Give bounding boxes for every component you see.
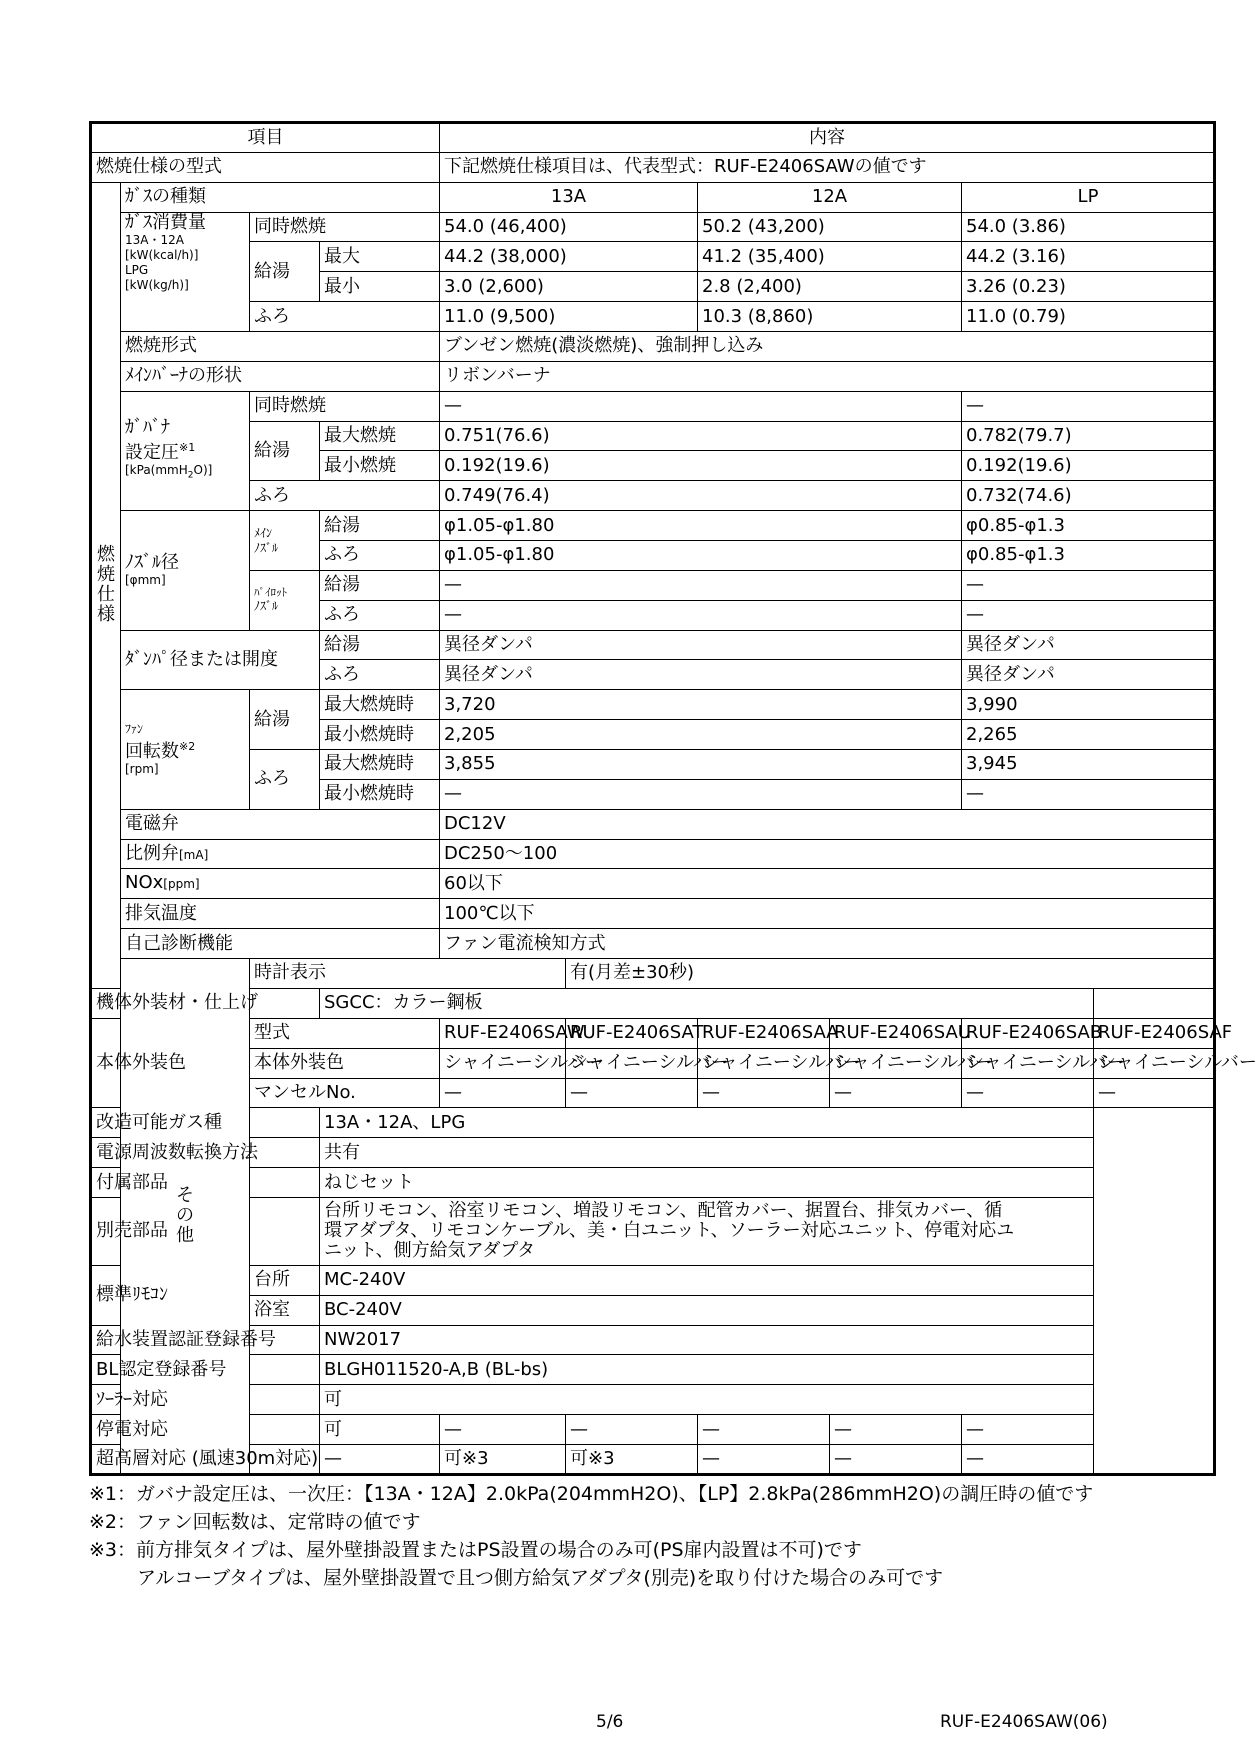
exhaust-temp-label: 排気温度 [121, 899, 440, 929]
water-cert-value: NW2017 [320, 1325, 1094, 1355]
damper-hot-row [91, 630, 1215, 660]
page-number: 5/6 [596, 1712, 624, 1732]
gov-min-lp: 0.192(19.6) [962, 451, 1215, 481]
bl-cert-label: BL認定登録番号 [91, 1355, 320, 1385]
color-munsell-row [91, 1078, 1215, 1108]
casing-row [91, 988, 1215, 1018]
casing-label: 機体外装材・仕上げ [91, 988, 320, 1018]
gc-min-13a: 3.0 (2,600) [440, 272, 698, 302]
nozzle-main-hot-label: 給湯 [320, 511, 440, 541]
footnote-1: ※1：ガバナ設定圧は、一次圧：【13A・12A】2.0kPa(204mmH2O)、【LP】2.8kPa(286mmH2O)の調圧時の値です [89, 1483, 1094, 1505]
remote-bath-value: BC-240V [320, 1295, 1094, 1325]
remote-label: 標準ﾘﾓｺﾝ [91, 1265, 250, 1325]
bl-cert-row [91, 1355, 1215, 1385]
damper-bath-13a: 異径ダンパ [440, 660, 962, 690]
gc-max-12a: 41.2 (35,400) [698, 242, 962, 272]
freq-switch-row [91, 1138, 1215, 1168]
fan-hot-min-label: 最小燃焼時 [320, 720, 440, 750]
blackout-cell: — [698, 1415, 830, 1445]
casing-value: SGCC：カラー鋼板 [320, 988, 1094, 1018]
blackout-cell: 可 [320, 1415, 440, 1445]
fan-hot-label: 給湯 [250, 690, 320, 750]
nox-label: NOx[ppm] [121, 869, 440, 899]
nozzle-pilot-hot-label: 給湯 [320, 570, 440, 600]
convertible-gas-label: 改造可能ガス種 [91, 1108, 320, 1138]
nozzle-main-bath-label: ふろ [320, 541, 440, 571]
color-munsell-cell: — [830, 1078, 962, 1108]
nozzle-main-bath-13a: φ1.05-φ1.80 [440, 541, 962, 571]
sold-separately-value: 台所リモコン、浴室リモコン、増設リモコン、配管カバー、据置台、排気カバー、循 環アダプタ、リモコンケーブル、美・白ユニット、ソーラー対応ユニット、停電対応ユ ニット、側方給気アダプタ [320, 1197, 1094, 1265]
fan-bath-min-lp: — [962, 779, 1215, 809]
governor-label: ｶﾞﾊﾞﾅ 設定圧$^{※1}$ [kPa(mmH$_2$O)] [121, 391, 250, 510]
gc-simul-13a: 54.0 (46,400) [440, 212, 698, 242]
gc-max-lp: 44.2 (3.16) [962, 242, 1215, 272]
gc-bath-lp: 11.0 (0.79) [962, 302, 1215, 332]
combustion-type-label: 燃焼形式 [121, 332, 440, 362]
color-color-cell: シャイニーシルバー [698, 1048, 830, 1078]
gov-bath-lp: 0.732(74.6) [962, 481, 1215, 511]
convertible-gas-row [91, 1108, 1215, 1138]
blackout-cell: — [566, 1415, 698, 1445]
footnote-2: ※2：ファン回転数は、定常時の値です [89, 1511, 421, 1533]
accessories-row [91, 1168, 1215, 1198]
color-model-cell: RUF-E2406SAU [830, 1018, 962, 1048]
nozzle-pilot-bath-label: ふろ [320, 600, 440, 630]
nozzle-pilot-hot-13a: — [440, 570, 962, 600]
nozzle-pilot-bath-13a: — [440, 600, 962, 630]
prop-valve-value: DC250～100 [440, 839, 1215, 869]
gas-consumption-simul-row [91, 212, 1215, 242]
gc-hot-label: 給湯 [250, 242, 320, 302]
gov-bath-13a: 0.749(76.4) [440, 481, 962, 511]
nozzle-pilot-bath-lp: — [962, 600, 1215, 630]
other-section-label: そ の 他 [121, 959, 250, 1475]
gas-12a-header: 12A [698, 182, 962, 212]
clock-row [91, 959, 1215, 989]
highrise-cell: — [962, 1445, 1094, 1475]
governor-max-row [91, 421, 1215, 451]
highrise-cell: — [320, 1445, 440, 1475]
color-munsell-cell: — [1094, 1078, 1215, 1108]
fan-hot-min-13a: 2,205 [440, 720, 962, 750]
gc-min-12a: 2.8 (2,400) [698, 272, 962, 302]
water-cert-label: 給水装置認証登録番号 [91, 1325, 320, 1355]
color-munsell-cell: — [440, 1078, 566, 1108]
fan-bath-max-13a: 3,855 [440, 750, 962, 780]
nozzle-main-hot-13a: φ1.05-φ1.80 [440, 511, 962, 541]
gc-simul-lp: 54.0 (3.86) [962, 212, 1215, 242]
fan-hot-max-row [91, 690, 1215, 720]
accessories-value: ねじセット [320, 1168, 1094, 1198]
model-row [91, 152, 1215, 182]
gc-max-13a: 44.2 (38,000) [440, 242, 698, 272]
solar-value: 可 [320, 1385, 1094, 1415]
exhaust-temp-row [91, 899, 1215, 929]
damper-hot-13a: 異径ダンパ [440, 630, 962, 660]
combustion-type-value: ブンゼン燃焼(濃淡燃焼)、強制押し込み [440, 332, 1215, 362]
solar-row [91, 1385, 1215, 1415]
blackout-cell: — [440, 1415, 566, 1445]
spec-table [89, 121, 1257, 1476]
exhaust-temp-value: 100℃以下 [440, 899, 1215, 929]
accessories-label: 付属部品 [91, 1168, 320, 1198]
color-munsell-cell: — [566, 1078, 698, 1108]
gc-min-lp: 3.26 (0.23) [962, 272, 1215, 302]
color-munsell-cell: — [698, 1078, 830, 1108]
gov-max-label: 最大燃焼 [320, 421, 440, 451]
color-color-row [91, 1048, 1215, 1078]
gas-consumption-max-row [91, 242, 1215, 272]
remote-kitchen-value: MC-240V [320, 1265, 1094, 1295]
blackout-row [91, 1415, 1215, 1445]
color-model-cell: RUF-E2406SAF [1094, 1018, 1215, 1048]
color-model-row [91, 1018, 1215, 1048]
solenoid-row [91, 809, 1215, 839]
gov-simul-13a: — [440, 391, 962, 421]
color-model-cell: RUF-E2406SAT [566, 1018, 698, 1048]
blackout-cell: — [830, 1415, 962, 1445]
color-model-cell: RUF-E2406SAB [962, 1018, 1094, 1048]
damper-label: ﾀﾞﾝﾊﾟ径または開度 [121, 630, 320, 690]
nozzle-main-hot-lp: φ0.85-φ1.3 [962, 511, 1215, 541]
gc-simul-12a: 50.2 (43,200) [698, 212, 962, 242]
gov-min-label: 最小燃焼 [320, 451, 440, 481]
gc-min-label: 最小 [320, 272, 440, 302]
highrise-cell: 可※3 [566, 1445, 698, 1475]
fan-hot-max-13a: 3,720 [440, 690, 962, 720]
highrise-row [91, 1445, 1215, 1475]
color-color-cell: シャイニーシルバー [1094, 1048, 1215, 1078]
color-model-cell: RUF-E2406SAW [440, 1018, 566, 1048]
gas-type-row [91, 182, 1215, 212]
damper-bath-lp: 異径ダンパ [962, 660, 1215, 690]
color-munsell-label: マンセルNo. [250, 1078, 440, 1108]
fan-bath-max-row [91, 750, 1215, 780]
fan-bath-min-label: 最小燃焼時 [320, 779, 440, 809]
color-color-cell: シャイニーシルバー [830, 1048, 962, 1078]
gov-hot-label: 給湯 [250, 421, 320, 481]
gas-consumption-label: ｶﾞｽ消費量 13A・12A [kW(kcal/h)] LPG [kW(kg/h)] [121, 212, 250, 331]
color-model-cell: RUF-E2406SAA [698, 1018, 830, 1048]
color-model-label: 型式 [250, 1018, 440, 1048]
footnote-3-cont: アルコーブタイプは、屋外壁掛設置で且つ側方給気アダプタ(別売)を取り付けた場合のみ可です [137, 1567, 944, 1589]
color-color-cell: シャイニーシルバー [566, 1048, 698, 1078]
highrise-cell: — [830, 1445, 962, 1475]
prop-valve-row [91, 839, 1215, 869]
self-diag-row [91, 929, 1215, 959]
fan-hot-max-label: 最大燃焼時 [320, 690, 440, 720]
gc-max-label: 最大 [320, 242, 440, 272]
nozzle-pilot-label: ﾊﾟｲﾛｯﾄ ﾉｽﾞﾙ [250, 570, 320, 630]
clock-value: 有(月差±30秒) [566, 959, 1215, 989]
nozzle-pilot-hot-row [91, 570, 1215, 600]
gov-max-13a: 0.751(76.6) [440, 421, 962, 451]
damper-hot-label: 給湯 [320, 630, 440, 660]
blackout-cell: — [962, 1415, 1094, 1445]
blackout-label: 停電対応 [91, 1415, 320, 1445]
fan-bath-max-label: 最大燃焼時 [320, 750, 440, 780]
nozzle-pilot-hot-lp: — [962, 570, 1215, 600]
footnote-3: ※3：前方排気タイプは、屋外壁掛設置またはPS設置の場合のみ可(PS扉内設置は不可)です [89, 1539, 862, 1561]
color-label: 本体外装色 [91, 1018, 121, 1108]
burner-shape-value: リボンバーナ [440, 361, 1215, 391]
footnotes [89, 1480, 1093, 1592]
header-row [91, 123, 1215, 153]
damper-bath-label: ふろ [320, 660, 440, 690]
sold-separately-row [91, 1197, 1215, 1265]
combustion-type-row [91, 332, 1215, 362]
fan-label: ﾌｧﾝ 回転数$^{※2}$ [rpm] [121, 690, 250, 809]
nox-row [91, 869, 1215, 899]
remote-bath-label: 浴室 [250, 1295, 320, 1325]
color-color-cell: シャイニーシルバー [440, 1048, 566, 1078]
gc-bath-13a: 11.0 (9,500) [440, 302, 698, 332]
solenoid-label: 電磁弁 [121, 809, 440, 839]
burner-shape-row [91, 361, 1215, 391]
gas-consumption-bath-row [91, 302, 1215, 332]
solar-label: ｿｰﾗｰ対応 [91, 1385, 320, 1415]
self-diag-value: ファン電流検知方式 [440, 929, 1215, 959]
gov-simul-label: 同時燃焼 [250, 391, 440, 421]
prop-valve-label: 比例弁[mA] [121, 839, 440, 869]
model-value: 下記燃焼仕様項目は、代表型式：RUF-E2406SAWの値です [440, 152, 1215, 182]
color-color-label: 本体外装色 [250, 1048, 440, 1078]
gov-min-13a: 0.192(19.6) [440, 451, 962, 481]
nozzle-main-label: ﾒｲﾝ ﾉｽﾞﾙ [250, 511, 320, 571]
gov-max-lp: 0.782(79.7) [962, 421, 1215, 451]
convertible-gas-value: 13A・12A、LPG [320, 1108, 1094, 1138]
water-cert-row [91, 1325, 1215, 1355]
gas-type-label: ｶﾞｽの種類 [121, 182, 440, 212]
remote-kitchen-row [91, 1265, 1215, 1295]
freq-switch-label: 電源周波数転換方法 [91, 1138, 320, 1168]
header-content: 内容 [440, 123, 1215, 153]
freq-switch-value: 共有 [320, 1138, 1094, 1168]
damper-hot-lp: 異径ダンパ [962, 630, 1215, 660]
highrise-label: 超高層対応 (風速30m対応) [91, 1445, 320, 1475]
highrise-cell: — [698, 1445, 830, 1475]
gc-bath-12a: 10.3 (8,860) [698, 302, 962, 332]
nozzle-main-bath-lp: φ0.85-φ1.3 [962, 541, 1215, 571]
remote-bath-row [91, 1295, 1215, 1325]
gas-lp-header: LP [962, 182, 1215, 212]
doc-model-code: RUF-E2406SAW(06) [940, 1712, 1108, 1732]
burner-shape-label: ﾒｲﾝﾊﾞｰﾅの形状 [121, 361, 440, 391]
nozzle-main-hot-row [91, 511, 1215, 541]
model-label: 燃焼仕様の型式 [91, 152, 440, 182]
highrise-cell: 可※3 [440, 1445, 566, 1475]
nox-value: 60以下 [440, 869, 1215, 899]
gc-bath-label: ふろ [250, 302, 440, 332]
clock-label: 時計表示 [250, 959, 566, 989]
combustion-section-label: 燃 焼 仕 様 [91, 182, 121, 988]
self-diag-label: 自己診断機能 [121, 929, 440, 959]
sold-separately-label: 別売部品 [91, 1197, 320, 1265]
color-color-cell: シャイニーシルバー [962, 1048, 1094, 1078]
fan-hot-max-lp: 3,990 [962, 690, 1215, 720]
gas-13a-header: 13A [440, 182, 698, 212]
bl-cert-value: BLGH011520-A,B (BL-bs) [320, 1355, 1094, 1385]
governor-simul-row [91, 391, 1215, 421]
fan-hot-min-lp: 2,265 [962, 720, 1215, 750]
fan-bath-label: ふろ [250, 750, 320, 810]
gov-bath-label: ふろ [250, 481, 440, 511]
header-item: 項目 [91, 123, 440, 153]
gc-simul-label: 同時燃焼 [250, 212, 440, 242]
color-munsell-cell: — [962, 1078, 1094, 1108]
gov-simul-lp: — [962, 391, 1215, 421]
governor-bath-row [91, 481, 1215, 511]
fan-bath-max-lp: 3,945 [962, 750, 1215, 780]
solenoid-value: DC12V [440, 809, 1215, 839]
nozzle-label: ﾉｽﾞﾙ径 [φmm] [121, 511, 250, 630]
remote-kitchen-label: 台所 [250, 1265, 320, 1295]
fan-bath-min-13a: — [440, 779, 962, 809]
